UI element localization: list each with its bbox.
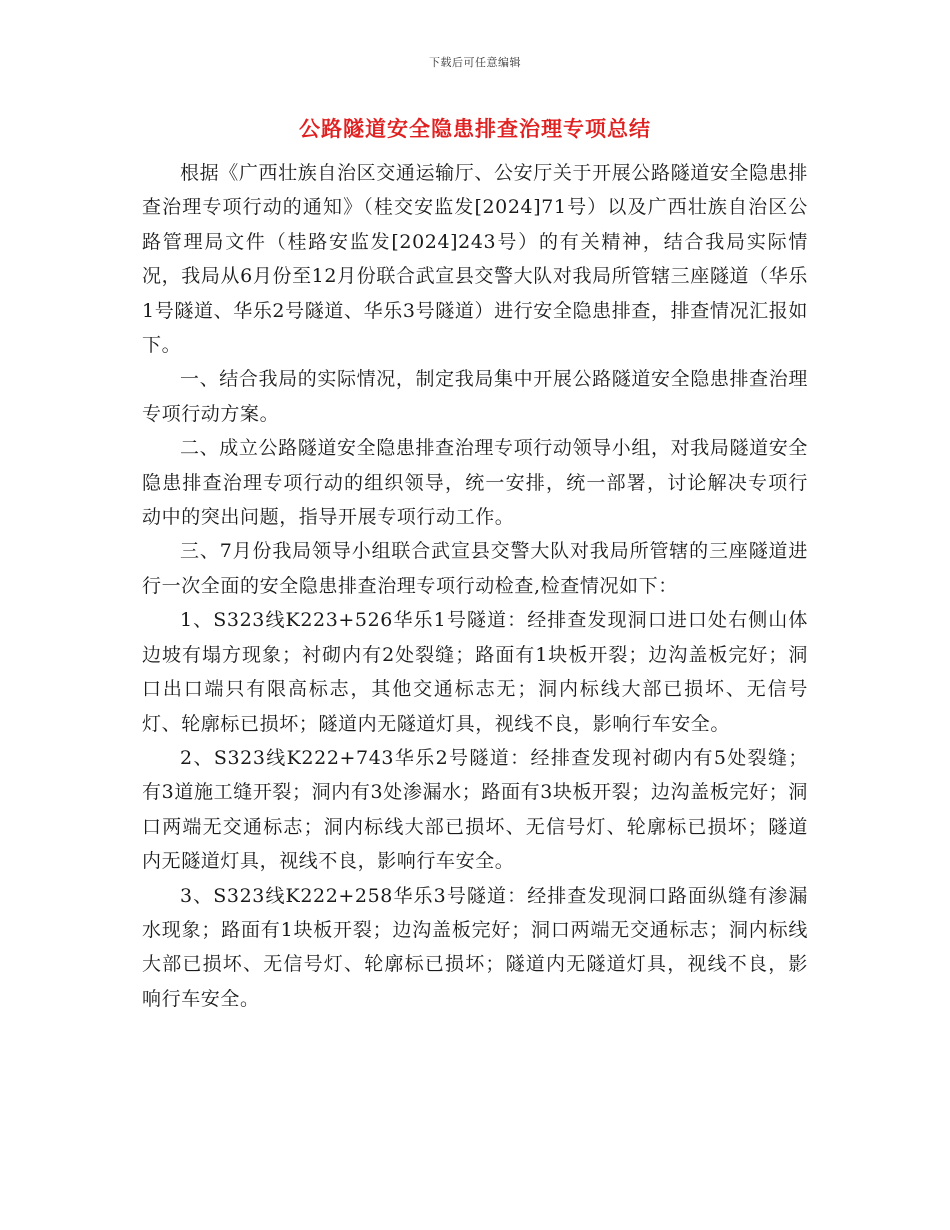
document-body bbox=[142, 156, 808, 1016]
paragraph-tunnel-1: 1、S323线K223+526华乐1号隧道：经排查发现洞口进口处右侧山体边坡有塌方现象；衬砌内有2处裂缝；路面有1块板开裂；边沟盖板完好；洞口出口端只有限高标志，其他交通标志无；洞内标线大部已损坏、无信号灯、轮廓标已损坏；隧道内无隧道灯具，视线不良，影响行车安全。 bbox=[142, 609, 808, 735]
paragraph-tunnel-3: 3、S323线K222+258华乐3号隧道：经排查发现洞口路面纵缝有渗漏水现象；路面有1块板开裂；边沟盖板完好；洞口两端无交通标志；洞内标线大部已损坏、无信号灯、轮廓标已损坏；隧道内无隧道灯具，视线不良，影响行车安全。 bbox=[142, 884, 808, 1010]
paragraph-intro: 根据《广西壮族自治区交通运输厅、公安厅关于开展公路隧道安全隐患排查治理专项行动的通知》（桂交安监发[2024]71号）以及广西壮族自治区公路管理局文件（桂路安监发[2024]243号）的有关精神，结合我局实际情况，我局从6月份至12月份联合武宣县交警大队对我局所管辖三座隧道（华乐1号隧道、华乐2号隧道、华乐3号隧道）进行安全隐患排查，排查情况汇报如下。 bbox=[142, 162, 808, 357]
paragraph-item-3: 三、7月份我局领导小组联合武宣县交警大队对我局所管辖的三座隧道进行一次全面的安全隐患排查治理专项行动检查,检查情况如下： bbox=[142, 540, 808, 597]
paragraph-item-1: 一、结合我局的实际情况，制定我局集中开展公路隧道安全隐患排查治理专项行动方案。 bbox=[142, 368, 808, 425]
paragraph-item-2: 二、成立公路隧道安全隐患排查治理专项行动领导小组，对我局隧道安全隐患排查治理专项行动的组织领导，统一安排，统一部署，讨论解决专项行动中的突出问题，指导开展专项行动工作。 bbox=[142, 437, 808, 529]
header-note: 下载后可任意编辑 bbox=[429, 56, 521, 69]
paragraph-tunnel-2: 2、S323线K222+743华乐2号隧道：经排查发现衬砌内有5处裂缝；有3道施工缝开裂；洞内有3处渗漏水；路面有3块板开裂；边沟盖板完好；洞口两端无交通标志；洞内标线大部已损坏、无信号灯、轮廓标已损坏；隧道内无隧道灯具，视线不良，影响行车安全。 bbox=[142, 746, 808, 873]
document-title: 公路隧道安全隐患排查治理专项总结 bbox=[299, 116, 651, 141]
